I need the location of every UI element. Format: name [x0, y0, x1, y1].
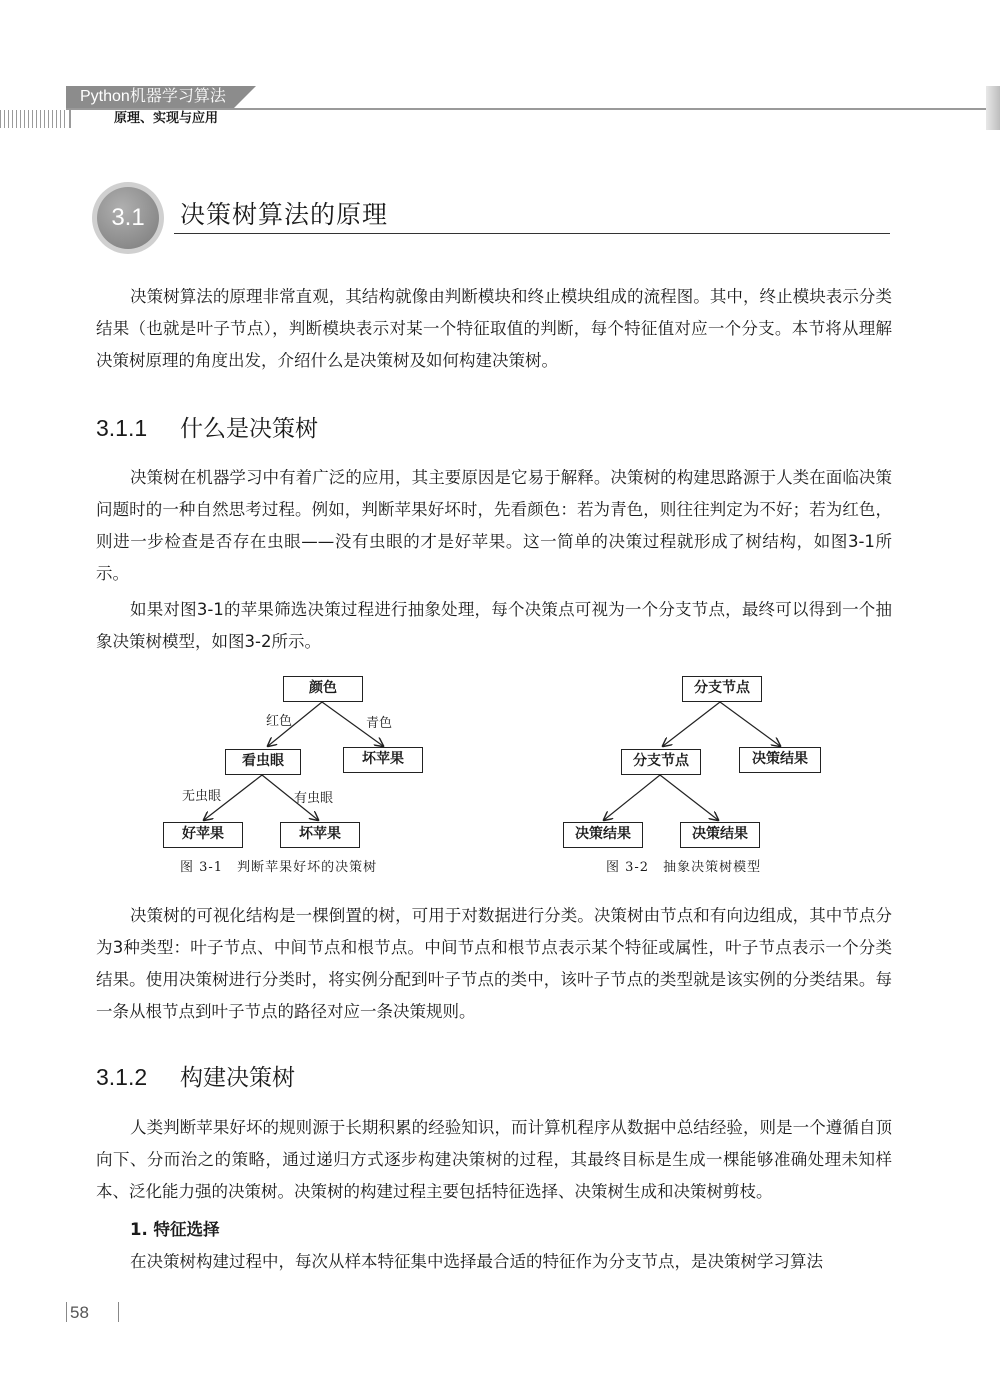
paragraph: 决策树在机器学习中有着广泛的应用，其主要原因是它易于解释。决策树的构建思路源于人类在面临决策问题时的一种自然思考过程。例如，判断苹果好坏时，先看颜色：若为青色，则往往判定为不好；若为红色，则进一步检查是否存在虫眼——没有虫眼的才是好苹果。这一简单的决策过程就形成了树结构，如图3-1所示。	[96, 468, 892, 583]
edge-arrow	[720, 702, 780, 746]
page-number-bar-left	[66, 1302, 67, 1322]
tree-node-root: 分支节点	[682, 676, 762, 702]
edge-arrow	[660, 775, 718, 820]
paragraph: 人类判断苹果好坏的规则源于长期积累的经验知识，而计算机程序从数据中总结经验，则是一个遵循自顶向下、分而治之的策略，通过递归方式逐步构建决策树的过程，其最终目标是生成一棵能够准确处理未知样本、泛化能力强的决策树。决策树的构建过程主要包括特征选择、决策树生成和决策树剪枝。	[96, 1118, 892, 1201]
tree-node-leaf: 坏苹果	[343, 747, 423, 773]
edge-label: 红色	[266, 714, 293, 729]
tree-node-leaf: 坏苹果	[280, 822, 360, 848]
section-number-badge: 3.1	[97, 187, 159, 249]
subsection-number: 3.1.1	[96, 415, 148, 441]
paragraph: 如果对图3-1的苹果筛选决策过程进行抽象处理，每个决策点可视为一个分支节点，最终可以得到一个抽象决策树模型，如图3-2所示。	[96, 600, 892, 651]
subsection-number: 3.1.2	[96, 1064, 148, 1090]
tree-node-leaf: 决策结果	[563, 822, 643, 848]
section-title: 决策树算法的原理	[180, 200, 389, 229]
tree-node-branch: 分支节点	[621, 749, 701, 775]
figure-caption: 图 3-1 判断苹果好坏的决策树	[180, 860, 378, 875]
subsection-title: 什么是决策树	[180, 416, 318, 442]
edge-arrow	[663, 702, 720, 746]
paragraph: 决策树的可视化结构是一棵倒置的树，可用于对数据进行分类。决策树由节点和有向边组成，其中节点分为3种类型：叶子节点、中间节点和根节点。中间节点和根节点表示某个特征或属性，叶子节点表示一个分类结果。使用决策树进行分类时，将实例分配到叶子节点的类中，该叶子节点的类型就是该实例的分类结果。每一条从根节点到叶子节点的路径对应一条决策规则。	[96, 906, 892, 1021]
page-number: 58	[70, 1303, 89, 1322]
book-subtitle: 原理、实现与应用	[114, 111, 219, 126]
subsection-title: 构建决策树	[180, 1065, 295, 1091]
tree-node-leaf: 决策结果	[680, 822, 760, 848]
book-title: Python机器学习算法	[80, 88, 226, 105]
tree-node-branch: 看虫眼	[225, 749, 301, 775]
edge-label: 无虫眼	[182, 789, 222, 804]
tree-node-root: 颜色	[283, 676, 363, 702]
section-intro-paragraph: 决策树算法的原理非常直观，其结构就像由判断模块和终止模块组成的流程图。其中，终止模块表示分类结果（也就是叶子节点），判断模块表示对某一个特征取值的判断，每个特征值对应一个分支。本节将从理解决策树原理的角度出发，介绍什么是决策树及如何构建决策树。	[96, 287, 892, 370]
figure-caption: 图 3-2 抽象决策树模型	[606, 860, 762, 875]
tree-node-leaf: 决策结果	[739, 747, 821, 773]
page-number-bar-right	[118, 1302, 119, 1322]
edge-label: 青色	[366, 716, 393, 731]
subsection-heading-3-1-2	[96, 1061, 295, 1094]
edge-label: 有虫眼	[294, 791, 334, 806]
tree-node-leaf: 好苹果	[163, 822, 243, 848]
edge-arrow	[604, 775, 660, 820]
subsubsection-heading: 1. 特征选择	[130, 1220, 220, 1239]
paragraph: 在决策树构建过程中，每次从样本特征集中选择最合适的特征作为分支节点，是决策树学习算法	[130, 1252, 823, 1271]
